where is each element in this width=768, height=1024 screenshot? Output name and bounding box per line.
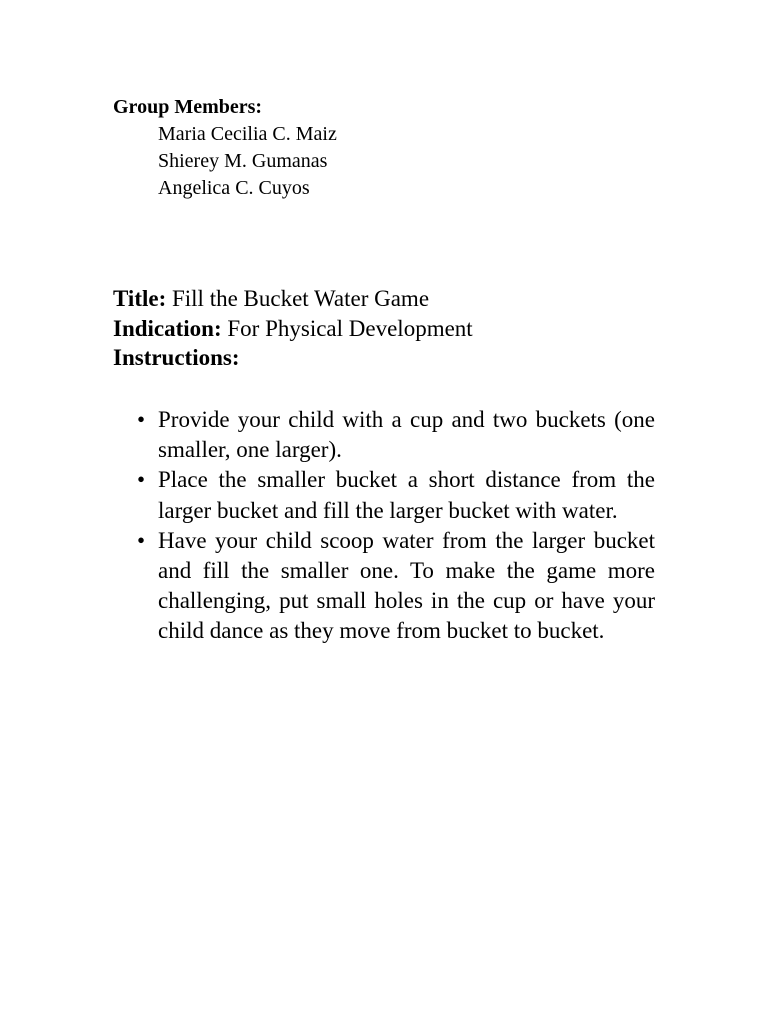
activity-details — [113, 284, 473, 373]
group-member: Shierey M. Gumanas — [158, 150, 328, 172]
instruction-item — [136, 465, 655, 525]
indication-row — [113, 314, 473, 344]
bullet-icon: • — [136, 407, 146, 432]
group-member: Angelica C. Cuyos — [158, 177, 310, 199]
instructions-label: Instructions: — [113, 345, 240, 370]
instruction-item — [136, 526, 655, 647]
instructions-list — [136, 405, 655, 647]
instruction-text: Have your child scoop water from the larger bucket and fill the smaller one. To make the game more challenging, put small holes in the cup or have your child dance as they move from bucket to bucket. — [158, 527, 655, 644]
title-value: Fill the Bucket Water Game — [166, 286, 430, 311]
instruction-text: Place the smaller bucket a short distance from the larger bucket and fill the larger bucket with water. — [158, 467, 655, 523]
instructions-row — [113, 343, 473, 373]
group-members-list — [158, 121, 337, 202]
group-members-heading: Group Members: — [113, 96, 263, 118]
title-row — [113, 284, 473, 314]
indication-value: For Physical Development — [221, 315, 473, 341]
group-member: Maria Cecilia C. Maiz — [158, 123, 337, 145]
bullet-icon: • — [136, 527, 146, 553]
indication-label: Indication: — [113, 315, 222, 341]
instruction-item — [136, 405, 655, 465]
bullet-icon: • — [136, 467, 146, 493]
title-label: Title: — [113, 286, 167, 311]
instruction-text: Provide your child with a cup and two buckets (one smaller, one larger). — [158, 407, 655, 463]
